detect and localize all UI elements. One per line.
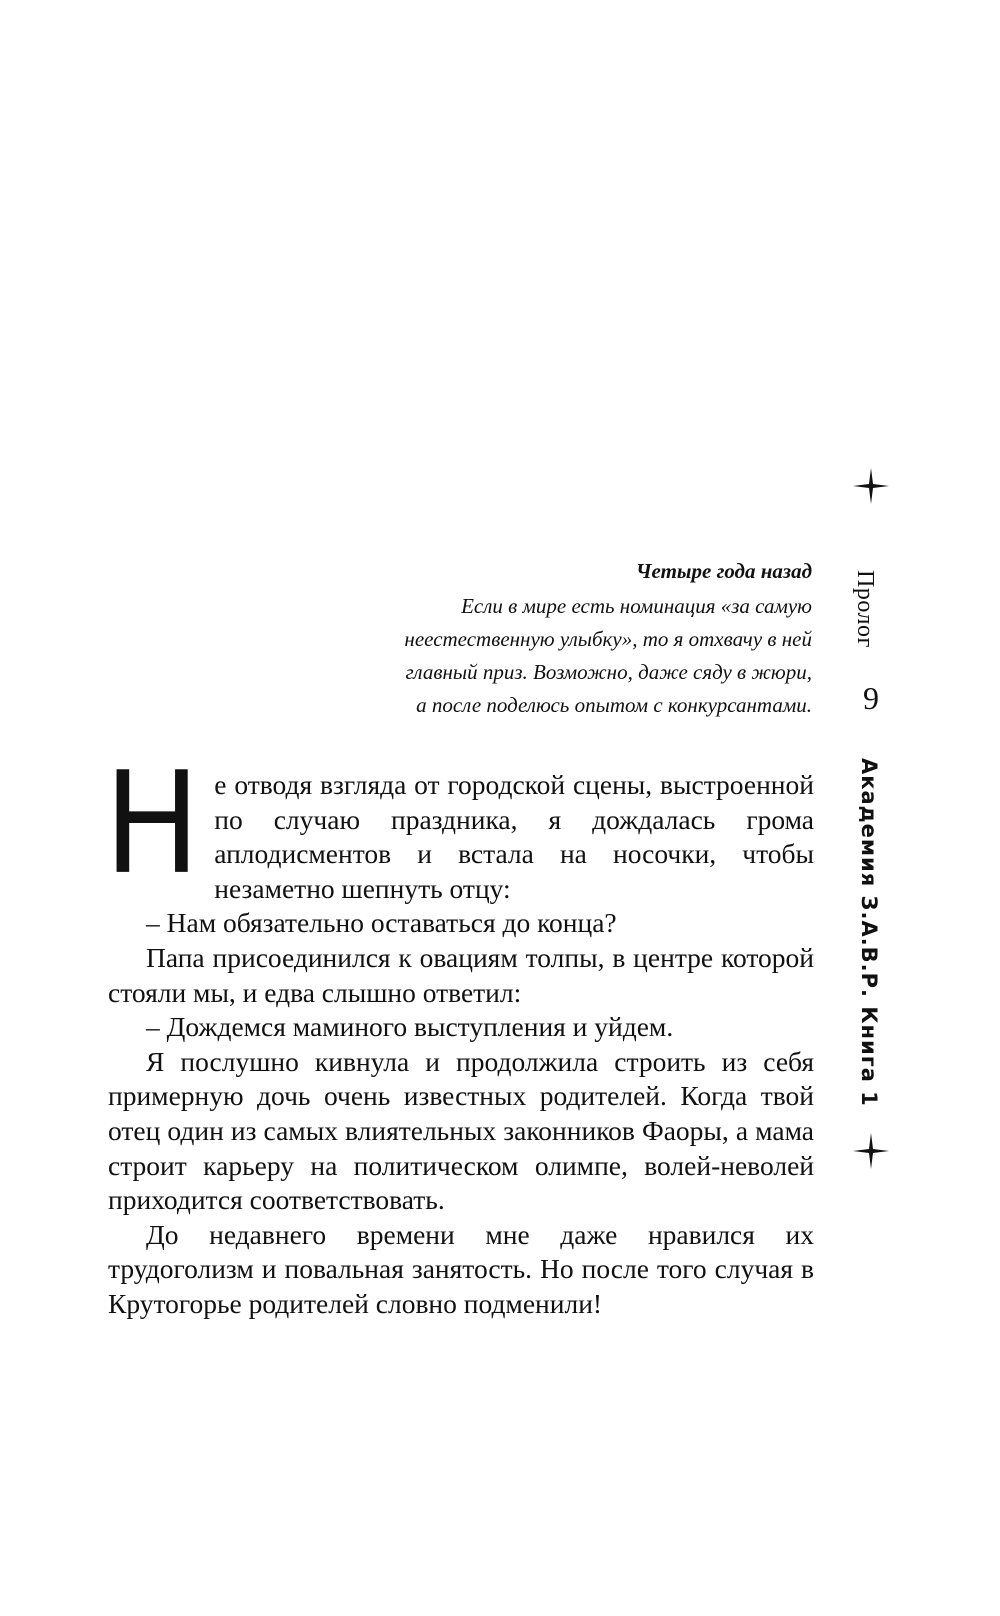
section-title: Пролог (852, 570, 878, 648)
drop-cap: Н (104, 742, 201, 906)
body-paragraph (104, 742, 814, 906)
body-paragraph: Я послушно кивнула и продолжила строить из себя примерную дочь очень известных родителей. Когда твой отец один из самых влиятельных законников Фаоры, а мама строит карьеру на политическом олимпе, волей-неволей приходится соответствовать. (108, 1045, 814, 1216)
epigraph-line: главный приз. Возможно, даже сяду в жюри, (405, 660, 812, 684)
epigraph (292, 555, 812, 722)
epigraph-line: неестественную улыбку», то я отхвачу в ней (404, 627, 812, 651)
four-point-star-icon (853, 468, 889, 504)
epigraph-line: а после поделюсь опытом с конкурсантами. (416, 693, 812, 717)
four-point-star-icon (853, 1133, 889, 1169)
paragraph-text: е отводя взгляда от городской сцены, выстроенной по случаю праздника, я дождалась грома аплодисментов и встала на носочки, чтобы незаметно шепнуть отцу: (214, 769, 814, 904)
epigraph-heading: Четыре года назад (635, 559, 812, 583)
dialogue-line: – Дождемся маминого выступления и уйдем. (146, 1011, 674, 1043)
book-title: Академия З.А.В.Р. Книга 1 (857, 758, 881, 1107)
body-paragraph: Папа присоединился к овациям толпы, в центре которой стояли мы, и едва слышно ответил: (108, 941, 814, 1008)
body-text (104, 742, 814, 1322)
body-paragraph: До недавнего времени мне даже нравился их трудоголизм и повальная занятость. Но после того случая в Крутогорье родителей словно подменили! (108, 1218, 814, 1319)
running-head (851, 570, 891, 1230)
epigraph-line: Если в мире есть номинация «за самую (461, 594, 812, 618)
page-number: 9 (863, 680, 879, 716)
dialogue-line: – Нам обязательно оставаться до конца? (146, 907, 617, 939)
